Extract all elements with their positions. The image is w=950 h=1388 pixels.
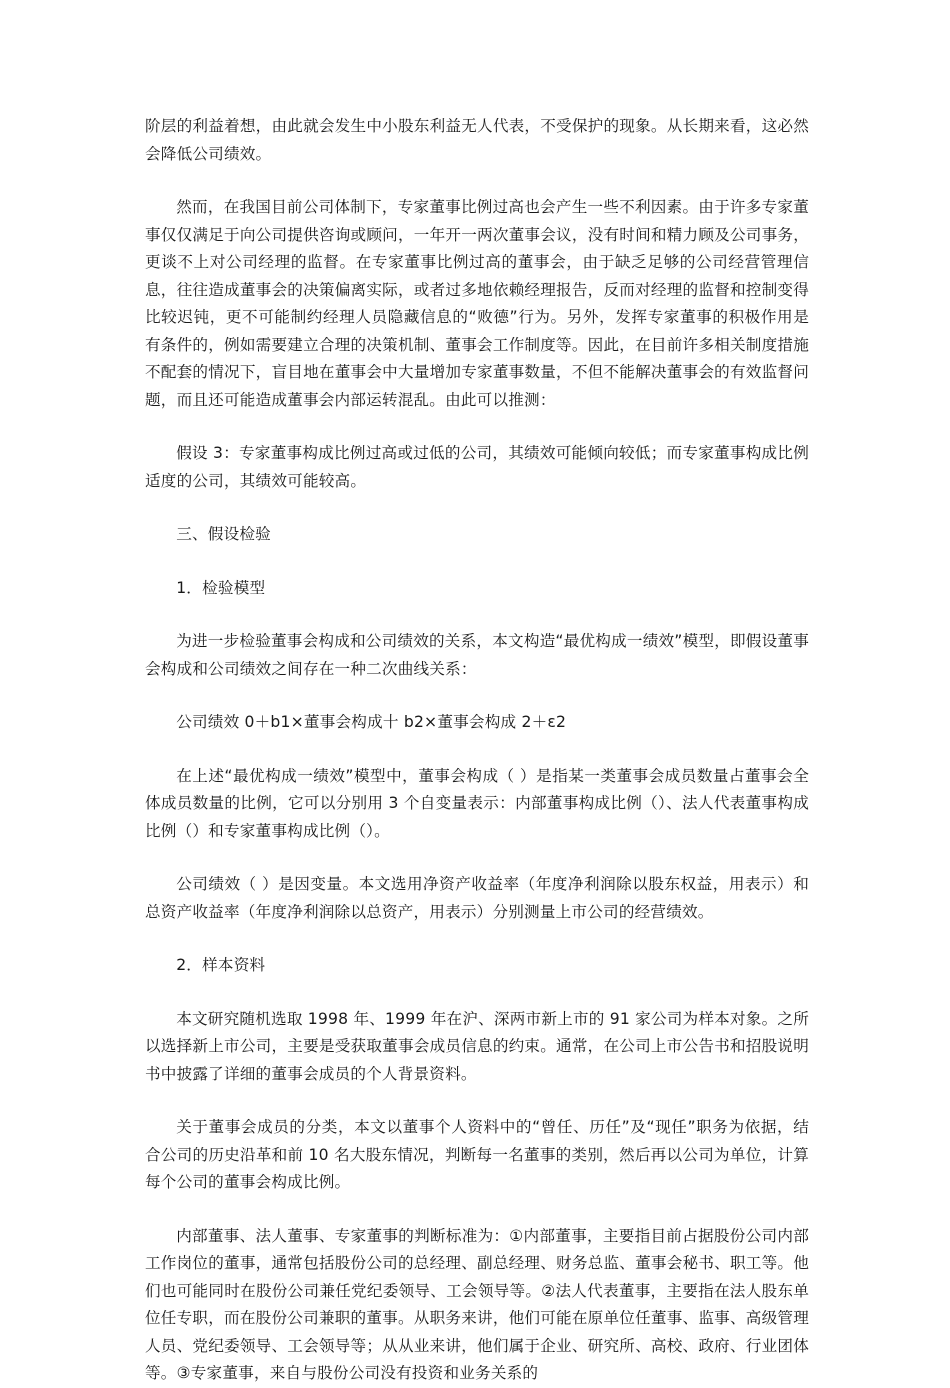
paragraph-dependent-variable: 公司绩效（ ）是因变量。本文选用净资产收益率（年度净利润除以股东权益，用表示）和总资产收益率（年度净利润除以总资产，用表示）分别测量上市公司的经营绩效。 xyxy=(145,875,809,921)
paragraph-expert-director-drawbacks: 然而，在我国目前公司体制下，专家董事比例过高也会产生一些不利因素。由于许多专家董事仅仅满足于向公司提供咨询或顾问，一年开一两次董事会议，没有时间和精力顾及公司事务，更谈不上对公司经理的监督。在专家董事比例过高的董事会，由于缺乏足够的公司经营管理信息，往往造成董事会的决策偏离实际，或者过多地依赖经理报告，反而对经理的监督和控制变得比较迟钝，更不可能制约经理人员隐藏信息的“败德”行为。另外，发挥专家董事的积极作用是有条件的，例如需要建立合理的决策机制、董事会工作制度等。因此，在目前许多相关制度措施不配套的情况下，盲目地在董事会中大量增加专家董事数量，不但不能解决董事会的有效监督问题，而且还可能造成董事会内部运转混乱。由此可以推测： xyxy=(145,198,809,409)
paragraph-continuation: 阶层的利益着想，由此就会发生中小股东利益无人代表，不受保护的现象。从长期来看，这必然会降低公司绩效。 xyxy=(145,117,809,163)
paragraph-model-variables: 在上述“最优构成一绩效”模型中，董事会构成（ ）是指某一类董事会成员数量占董事会全体成员数量的比例，它可以分别用 3 个自变量表示：内部董事构成比例（）、法人代表董事构成比例（）和专家董事构成比例（）。 xyxy=(145,766,809,840)
paragraph-model-intro: 为进一步检验董事会构成和公司绩效的关系，本文构造“最优构成一绩效”模型，即假设董事会构成和公司绩效之间存在一种二次曲线关系： xyxy=(145,632,809,678)
paragraph-sample-selection: 本文研究随机选取 1998 年、1999 年在沪、深两市新上市的 91 家公司为样本对象。之所以选择新上市公司，主要是受获取董事会成员信息的约束。通常，在公司上市公告书和招股说明书中披露了详细的董事会成员的个人背景资料。 xyxy=(145,1009,809,1083)
document-page xyxy=(145,113,809,1388)
paragraph-criteria: 内部董事、法人董事、专家董事的判断标准为：①内部董事，主要指目前占据股份公司内部工作岗位的董事，通常包括股份公司的总经理、副总经理、财务总监、董事会秘书、职工等。他们也可能同时在股份公司兼任党纪委领导、工会领导等。②法人代表董事，主要指在法人股东单位任专职，而在股份公司兼职的董事。从职务来讲，他们可能在原单位任董事、监事、高级管理人员、党纪委领导、工会领导等；从从业来讲，他们属于企业、研究所、高校、政府、行业团体等。③专家董事，来自与股份公司没有投资和业务关系的 xyxy=(145,1226,809,1382)
subheading-test-model: 1．检验模型 xyxy=(176,578,266,597)
model-formula: 公司绩效 0＋b1×董事会构成十 b2×董事会构成 2＋ε2 xyxy=(176,713,567,731)
paragraph-classification: 关于董事会成员的分类，本文以董事个人资料中的“曾任、历任”及“现任”职务为依据，结合公司的历史沿革和前 10 名大股东情况，判断每一名董事的类别，然后再以公司为单位，计算每个公司的董事会构成比例。 xyxy=(145,1118,809,1191)
paragraph-hypothesis-3: 假设 3：专家董事构成比例过高或过低的公司，其绩效可能倾向较低；而专家董事构成比例适度的公司，其绩效可能较高。 xyxy=(145,444,809,490)
subheading-sample-data: 2．样本资料 xyxy=(176,956,266,974)
section-heading-hypothesis-test: 三、假设检验 xyxy=(176,525,271,543)
